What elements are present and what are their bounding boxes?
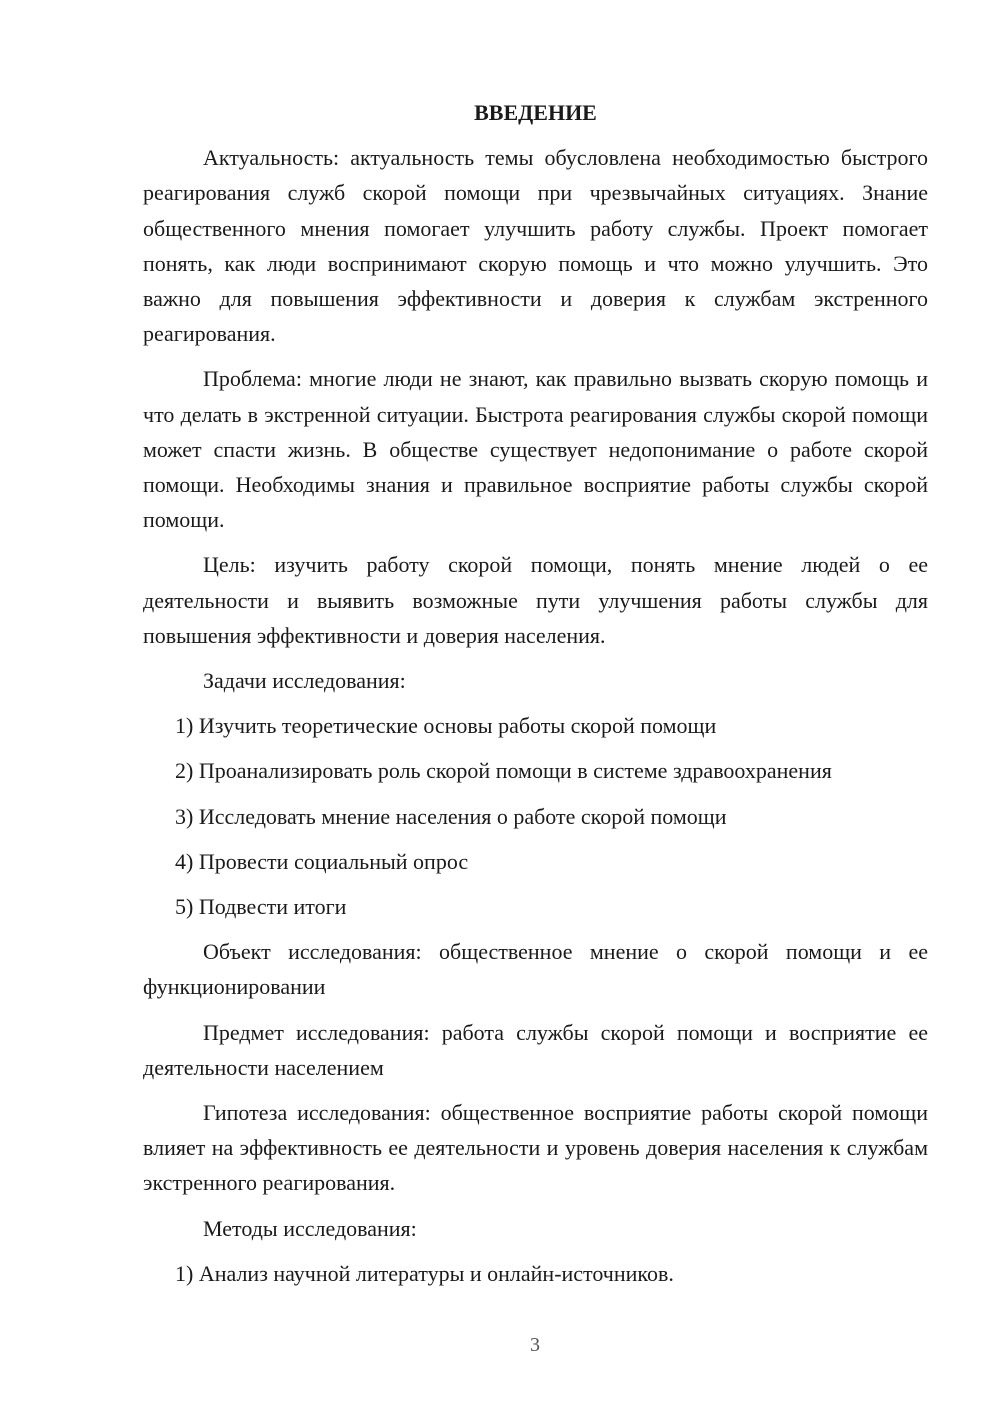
task-item: 4) Провести социальный опрос: [175, 848, 469, 874]
document-page: [143, 95, 928, 1301]
hypothesis-paragraph: Гипотеза исследования: общественное восприятие работы скорой помощи влияет на эффективность ее деятельности и уровень доверия населения к службам экстренного реагирования.: [143, 1100, 928, 1196]
relevance-paragraph: Актуальность: актуальность темы обусловлена необходимостью быстрого реагирования служб скорой помощи при чрезвычайных ситуациях. Знание общественного мнения помогает улучшить работу службы. Проект помогает понять, как люди воспринимают скорую помощь и что можно улучшить. Это важно для повышения эффективности и доверия к службам экстренного реагирования.: [143, 145, 928, 347]
tasks-heading: Задачи исследования:: [203, 668, 406, 694]
section-title: ВВЕДЕНИЕ: [474, 100, 597, 125]
goal-paragraph: Цель: изучить работу скорой помощи, понять мнение людей о ее деятельности и выявить возможные пути улучшения работы службы для повышения эффективности и доверия населения.: [143, 552, 928, 648]
subject-paragraph: Предмет исследования: работа службы скорой помощи и восприятие ее деятельности населением: [143, 1019, 928, 1080]
methods-heading: Методы исследования:: [203, 1215, 417, 1241]
method-item: 1) Анализ научной литературы и онлайн-источников.: [175, 1260, 674, 1286]
task-item: 5) Подвести итоги: [175, 894, 347, 920]
task-item: 2) Проанализировать роль скорой помощи в системе здравоохранения: [175, 758, 832, 784]
problem-paragraph: Проблема: многие люди не знают, как правильно вызвать скорую помощь и что делать в экстренной ситуации. Быстрота реагирования службы скорой помощи может спасти жизнь. В обществе существует недопонимание о работе скорой помощи. Необходимы знания и правильное восприятие работы службы скорой помощи.: [143, 366, 928, 533]
object-paragraph: Объект исследования: общественное мнение о скорой помощи и ее функционировании: [143, 939, 928, 1000]
task-item: 1) Изучить теоретические основы работы скорой помощи: [175, 713, 717, 739]
page-number: 3: [530, 1334, 540, 1356]
task-item: 3) Исследовать мнение населения о работе скорой помощи: [175, 803, 727, 829]
